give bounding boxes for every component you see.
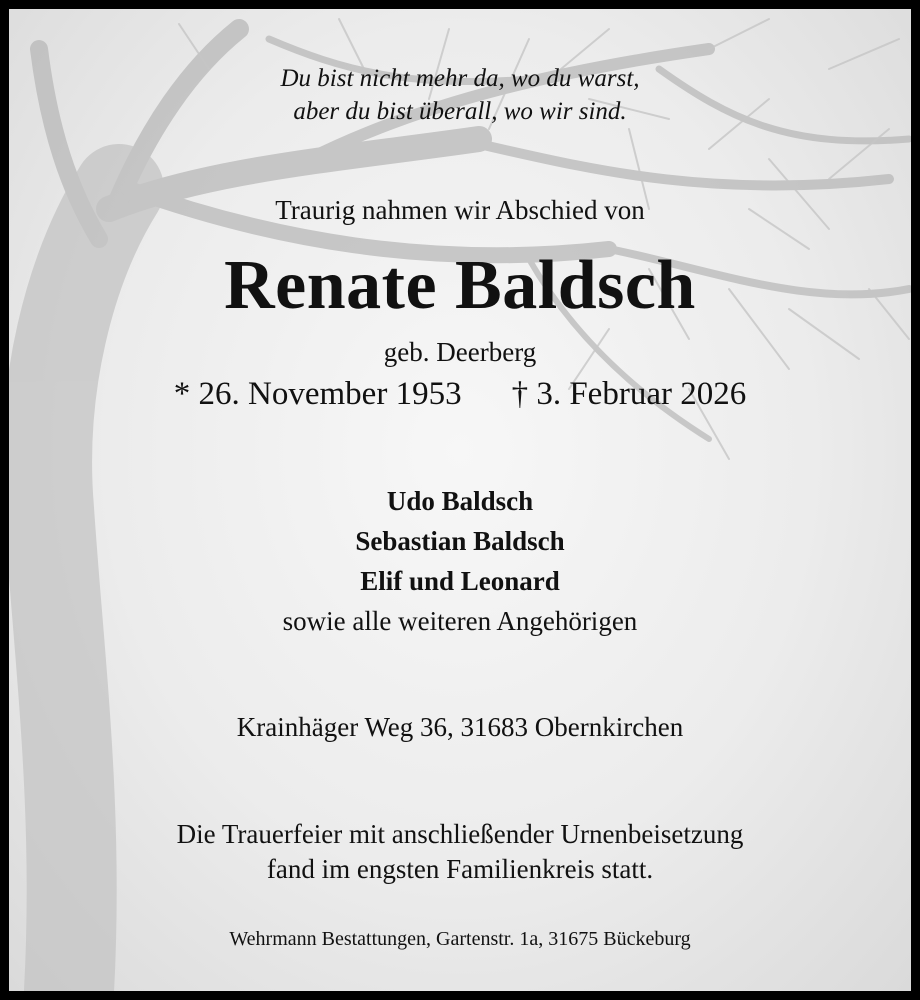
ceremony-line-2: fand im engsten Familienkreis statt. — [266, 854, 654, 884]
birth-date: * 26. November 1953 — [173, 376, 462, 412]
mourner-name: Elif und Leonard — [360, 566, 560, 596]
family-address: Krainhäger Weg 36, 31683 Obernkirchen — [236, 712, 684, 742]
birth-name: geb. Deerberg — [383, 337, 537, 367]
intro-text: Traurig nahmen wir Abschied von — [275, 195, 645, 225]
undertaker-info: Wehrmann Bestattungen, Gartenstr. 1a, 31675 Bückeburg — [229, 928, 691, 950]
life-dates — [9, 376, 911, 413]
deceased-name: Renate Baldsch — [224, 247, 696, 324]
ceremony-line-1: Die Trauerfeier mit anschließender Urnenbeisetzung — [176, 819, 744, 849]
other-relatives: sowie alle weiteren Angehörigen — [282, 606, 638, 636]
mourner-name: Sebastian Baldsch — [355, 526, 565, 556]
mourner-name: Udo Baldsch — [386, 486, 534, 516]
death-date: † 3. Februar 2026 — [511, 376, 747, 412]
obituary-content — [9, 9, 911, 991]
quote-line-1: Du bist nicht mehr da, wo du warst, — [280, 65, 640, 92]
quote-line-2: aber du bist überall, wo wir sind. — [293, 98, 627, 125]
